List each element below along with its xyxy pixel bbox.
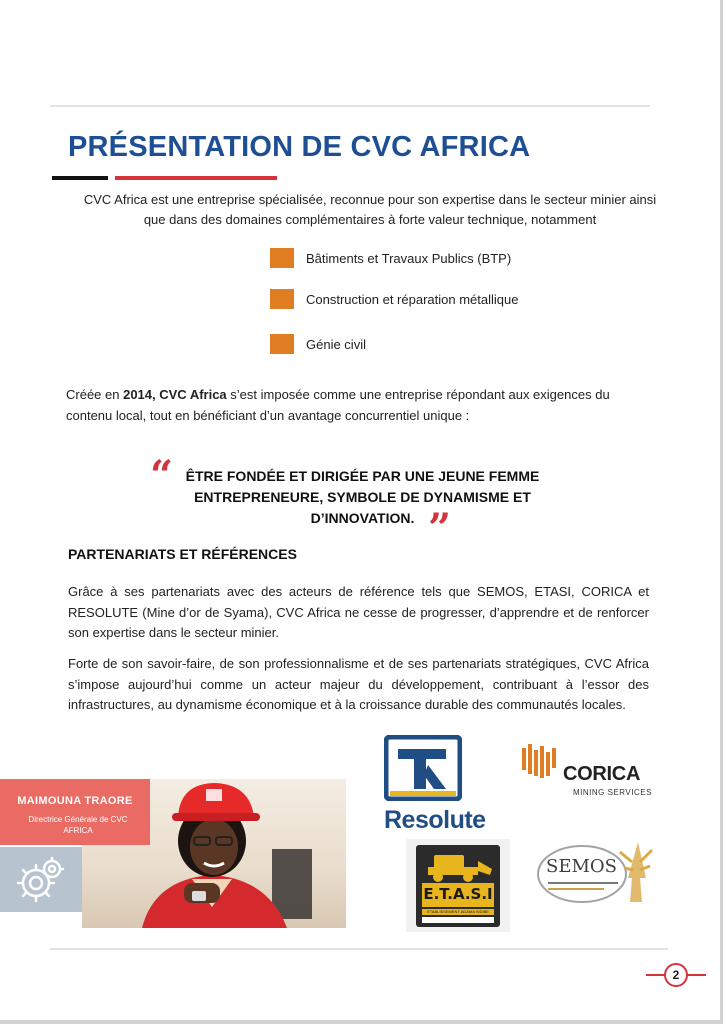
page-title: PRÉSENTATION DE CVC AFRICA: [68, 131, 531, 163]
history-rest: s’est imposée comme une entreprise répondant aux exigences du contenu local, tout en bénéficiant d’un avantage concurrentiel unique :: [66, 387, 610, 423]
etasi-logo-subtext: ETABLISSEMENT ADAMA SIDIBE: [427, 909, 489, 914]
resolute-logo-icon: [384, 735, 462, 801]
gears-badge: [0, 847, 82, 912]
history-year: 2014, CVC Africa: [123, 387, 227, 402]
orange-bullet-icon: [270, 248, 294, 268]
intro-line-2: que dans des domaines complémentaires à forte valeur technique, notamment: [143, 212, 597, 227]
service-item-construction: [270, 288, 518, 310]
history-prefix: Créée en: [66, 387, 124, 402]
open-quote-icon: “: [150, 452, 174, 499]
semos-logo-text: SEMOS: [546, 856, 617, 877]
service-label: Génie civil: [306, 336, 366, 352]
title-underline-red: [115, 176, 277, 180]
quote-line-2: ENTREPRENEURE, SYMBOLE DE DYNAMISME ET: [194, 489, 531, 505]
corica-logo-subtext: MINING SERVICES: [573, 788, 652, 797]
service-item-genie-civil: [270, 333, 366, 355]
title-underline-black: [52, 176, 108, 180]
header-rule: [50, 105, 650, 107]
resolute-logo-text: Resolute: [384, 806, 486, 834]
partners-paragraph-2: Forte de son savoir-faire, de son professionnalisme et de ses partenariats stratégiques, CVC Africa s’impose aujourd’hui comme un acteur majeur du développement, contribuant à l’essor des infrastructures, au dynamisme économique et à la croissance durable des communautés locales.: [68, 656, 649, 712]
etasi-logo-text: E.T.A.S.I: [423, 885, 493, 903]
page-edge-bottom: [0, 1020, 723, 1024]
orange-bullet-icon: [270, 289, 294, 309]
director-name: MAIMOUNA TRAORE: [17, 795, 133, 807]
service-item-btp: [270, 247, 511, 269]
orange-bullet-icon: [270, 334, 294, 354]
history-paragraph: [66, 385, 651, 426]
intro-paragraph: [60, 190, 680, 230]
footer-rule: [50, 948, 668, 950]
quote-line-3: D’INNOVATION.: [310, 510, 415, 526]
highlight-quote: [160, 466, 565, 529]
etasi-logo: [406, 839, 510, 932]
quote-line-1: ÊTRE FONDÉE ET DIRIGÉE PAR UNE JEUNE FEMME: [185, 468, 540, 484]
service-label: Bâtiments et Travaux Publics (BTP): [306, 250, 512, 266]
service-label: Construction et réparation métallique: [306, 291, 519, 307]
gears-icon: [0, 847, 82, 912]
corica-logo-icon: [522, 744, 562, 780]
corica-logo-text: CORICA: [563, 763, 641, 785]
close-quote-icon: ”: [428, 505, 452, 552]
director-role: Directrice Générale de CVC AFRICA: [28, 815, 128, 835]
partners-heading: PARTENARIATS ET RÉFÉRENCES: [68, 546, 297, 562]
director-name-box: [0, 779, 150, 845]
partners-paragraph-1: Grâce à ses partenariats avec des acteurs de référence tels que SEMOS, ETASI, CORICA et RESOLUTE (Mine d’or de Syama), CVC Africa ne cesse de progresser, d’apprendre et de renforcer son expertise dans le secteur minier.: [68, 584, 649, 640]
page-number: 2: [664, 963, 688, 987]
intro-line-1: CVC Africa est une entreprise spécialisée, reconnue pour son expertise dans le secteur minier ainsi: [83, 192, 657, 207]
semos-logo: [534, 838, 664, 906]
